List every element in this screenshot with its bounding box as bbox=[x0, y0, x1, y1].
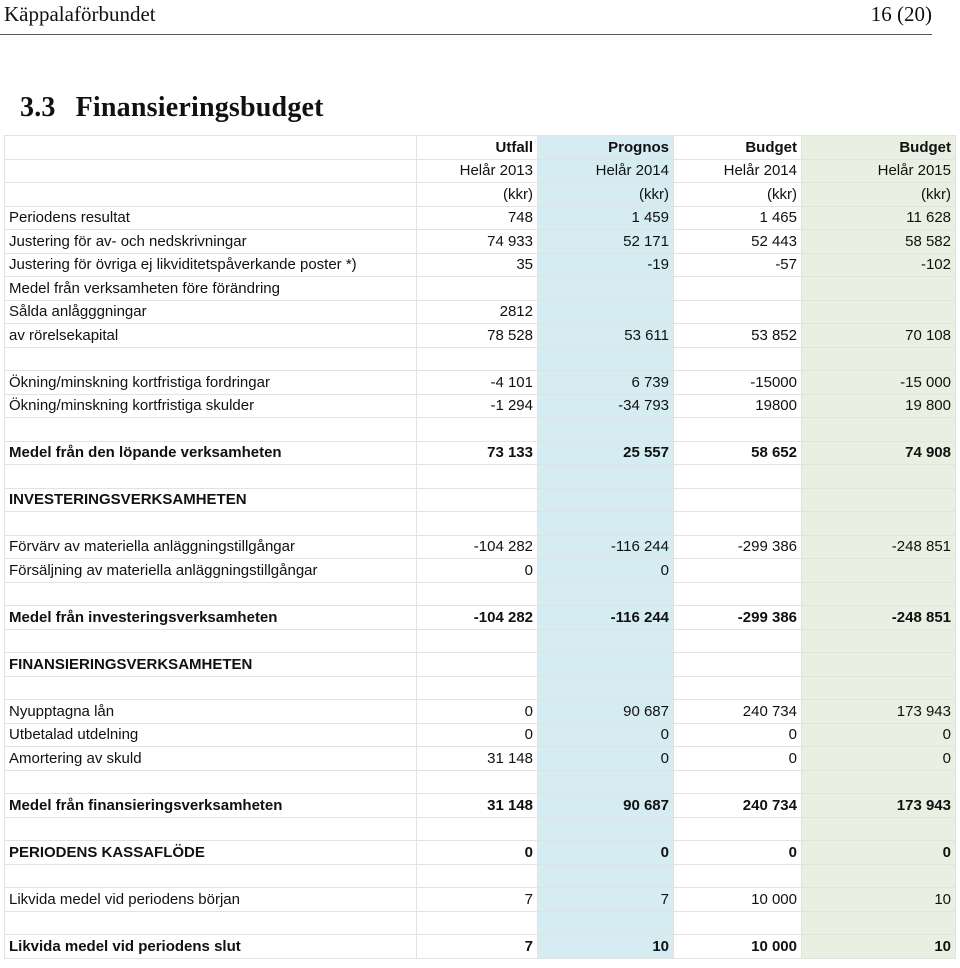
value-cell: 0 bbox=[538, 723, 674, 747]
table-row bbox=[5, 277, 956, 301]
row-label bbox=[5, 629, 417, 653]
row-label: Periodens resultat bbox=[5, 206, 417, 230]
value-cell bbox=[417, 347, 538, 371]
value-cell: 11 628 bbox=[802, 206, 956, 230]
value-cell bbox=[417, 911, 538, 935]
section-title: Finansieringsbudget bbox=[75, 92, 324, 123]
value-cell: -15000 bbox=[674, 371, 802, 395]
row-label: Medel från investeringsverksamheten bbox=[5, 606, 417, 630]
value-cell bbox=[674, 629, 802, 653]
header-cell bbox=[5, 159, 417, 183]
value-cell bbox=[417, 653, 538, 677]
table-row bbox=[5, 935, 956, 959]
value-cell bbox=[538, 653, 674, 677]
value-cell: -116 244 bbox=[538, 535, 674, 559]
value-cell bbox=[674, 770, 802, 794]
value-cell: -19 bbox=[538, 253, 674, 277]
row-label: Justering för övriga ej likviditetspåverkande poster *) bbox=[5, 253, 417, 277]
table-row bbox=[5, 230, 956, 254]
value-cell: 10 000 bbox=[674, 935, 802, 959]
table-row bbox=[5, 512, 956, 536]
col-header: Helår 2015 bbox=[802, 159, 956, 183]
value-cell bbox=[802, 512, 956, 536]
value-cell bbox=[674, 864, 802, 888]
value-cell bbox=[538, 629, 674, 653]
value-cell: 52 443 bbox=[674, 230, 802, 254]
value-cell bbox=[538, 277, 674, 301]
table-row bbox=[5, 559, 956, 583]
value-cell bbox=[674, 465, 802, 489]
value-cell: 10 bbox=[538, 935, 674, 959]
header-cell bbox=[5, 136, 417, 160]
table-row bbox=[5, 629, 956, 653]
value-cell bbox=[802, 582, 956, 606]
value-cell bbox=[538, 582, 674, 606]
value-cell: 6 739 bbox=[538, 371, 674, 395]
value-cell bbox=[417, 629, 538, 653]
value-cell: 1 459 bbox=[538, 206, 674, 230]
value-cell bbox=[538, 864, 674, 888]
row-label bbox=[5, 582, 417, 606]
table-row bbox=[5, 371, 956, 395]
table-row bbox=[5, 394, 956, 418]
value-cell bbox=[538, 465, 674, 489]
table-row bbox=[5, 888, 956, 912]
value-cell bbox=[802, 300, 956, 324]
value-cell bbox=[674, 488, 802, 512]
value-cell bbox=[674, 911, 802, 935]
value-cell: 31 148 bbox=[417, 747, 538, 771]
row-label bbox=[5, 770, 417, 794]
value-cell bbox=[674, 277, 802, 301]
value-cell: 7 bbox=[417, 888, 538, 912]
col-header: Prognos bbox=[538, 136, 674, 160]
table-row bbox=[5, 606, 956, 630]
row-label: Ökning/minskning kortfristiga skulder bbox=[5, 394, 417, 418]
value-cell: 0 bbox=[674, 841, 802, 865]
value-cell: 240 734 bbox=[674, 700, 802, 724]
value-cell bbox=[802, 817, 956, 841]
value-cell bbox=[674, 300, 802, 324]
row-label: Medel från den löpande verksamheten bbox=[5, 441, 417, 465]
value-cell: 70 108 bbox=[802, 324, 956, 348]
row-label: Utbetalad utdelning bbox=[5, 723, 417, 747]
table-row bbox=[5, 817, 956, 841]
value-cell: 90 687 bbox=[538, 700, 674, 724]
financing-budget-table bbox=[4, 135, 956, 959]
value-cell bbox=[538, 676, 674, 700]
value-cell bbox=[802, 418, 956, 442]
value-cell: 52 171 bbox=[538, 230, 674, 254]
value-cell: 19 800 bbox=[802, 394, 956, 418]
row-label: Justering för av- och nedskrivningar bbox=[5, 230, 417, 254]
table-row bbox=[5, 770, 956, 794]
section-heading bbox=[20, 92, 324, 124]
value-cell bbox=[417, 817, 538, 841]
col-header: Utfall bbox=[417, 136, 538, 160]
value-cell: 0 bbox=[802, 747, 956, 771]
table-row bbox=[5, 723, 956, 747]
row-label bbox=[5, 418, 417, 442]
value-cell: 0 bbox=[417, 559, 538, 583]
value-cell: -1 294 bbox=[417, 394, 538, 418]
value-cell: 31 148 bbox=[417, 794, 538, 818]
value-cell: 0 bbox=[674, 723, 802, 747]
value-cell: -15 000 bbox=[802, 371, 956, 395]
value-cell: 0 bbox=[674, 747, 802, 771]
col-header: Helår 2014 bbox=[674, 159, 802, 183]
row-label bbox=[5, 911, 417, 935]
value-cell bbox=[674, 676, 802, 700]
value-cell: 2812 bbox=[417, 300, 538, 324]
table-row bbox=[5, 441, 956, 465]
value-cell: 0 bbox=[538, 559, 674, 583]
value-cell: 0 bbox=[417, 723, 538, 747]
table-row bbox=[5, 794, 956, 818]
page-header bbox=[0, 0, 932, 35]
header-row-type bbox=[5, 136, 956, 160]
table-row bbox=[5, 324, 956, 348]
value-cell bbox=[674, 582, 802, 606]
row-label: Ökning/minskning kortfristiga fordringar bbox=[5, 371, 417, 395]
row-label: Försäljning av materiella anläggningstillgångar bbox=[5, 559, 417, 583]
header-row-period bbox=[5, 159, 956, 183]
value-cell bbox=[417, 512, 538, 536]
col-header: Budget bbox=[674, 136, 802, 160]
row-label: Förvärv av materiella anläggningstillgångar bbox=[5, 535, 417, 559]
value-cell bbox=[674, 817, 802, 841]
value-cell: -248 851 bbox=[802, 606, 956, 630]
value-cell bbox=[538, 817, 674, 841]
value-cell bbox=[538, 488, 674, 512]
value-cell: 90 687 bbox=[538, 794, 674, 818]
row-label: Likvida medel vid periodens slut bbox=[5, 935, 417, 959]
value-cell: 10 bbox=[802, 935, 956, 959]
value-cell bbox=[417, 277, 538, 301]
value-cell bbox=[417, 465, 538, 489]
value-cell bbox=[802, 465, 956, 489]
section-number: 3.3 bbox=[20, 92, 56, 123]
value-cell: 74 908 bbox=[802, 441, 956, 465]
value-cell: 0 bbox=[802, 841, 956, 865]
value-cell bbox=[538, 300, 674, 324]
row-label: Nyupptagna lån bbox=[5, 700, 417, 724]
value-cell: 25 557 bbox=[538, 441, 674, 465]
value-cell: 173 943 bbox=[802, 700, 956, 724]
table-row bbox=[5, 582, 956, 606]
page-number: 16 (20) bbox=[870, 2, 932, 26]
value-cell bbox=[802, 911, 956, 935]
value-cell: 58 652 bbox=[674, 441, 802, 465]
value-cell bbox=[802, 347, 956, 371]
value-cell bbox=[802, 864, 956, 888]
value-cell bbox=[538, 770, 674, 794]
row-label bbox=[5, 676, 417, 700]
col-header: Budget bbox=[802, 136, 956, 160]
value-cell: 748 bbox=[417, 206, 538, 230]
table-row bbox=[5, 911, 956, 935]
value-cell: -57 bbox=[674, 253, 802, 277]
row-label: INVESTERINGSVERKSAMHETEN bbox=[5, 488, 417, 512]
value-cell: 78 528 bbox=[417, 324, 538, 348]
value-cell bbox=[802, 488, 956, 512]
value-cell: 7 bbox=[538, 888, 674, 912]
value-cell: 0 bbox=[538, 841, 674, 865]
value-cell bbox=[674, 347, 802, 371]
table-row bbox=[5, 347, 956, 371]
value-cell: 1 465 bbox=[674, 206, 802, 230]
row-label: av rörelsekapital bbox=[5, 324, 417, 348]
value-cell bbox=[417, 418, 538, 442]
header-cell bbox=[5, 183, 417, 207]
table-row bbox=[5, 535, 956, 559]
value-cell bbox=[802, 653, 956, 677]
value-cell bbox=[802, 676, 956, 700]
table-row bbox=[5, 676, 956, 700]
value-cell: -102 bbox=[802, 253, 956, 277]
row-label: Sålda anlågggningar bbox=[5, 300, 417, 324]
value-cell: 0 bbox=[538, 747, 674, 771]
table-row bbox=[5, 841, 956, 865]
value-cell: 0 bbox=[802, 723, 956, 747]
value-cell: 0 bbox=[417, 700, 538, 724]
value-cell bbox=[802, 559, 956, 583]
value-cell: -104 282 bbox=[417, 606, 538, 630]
value-cell: 240 734 bbox=[674, 794, 802, 818]
row-label bbox=[5, 347, 417, 371]
col-header: Helår 2014 bbox=[538, 159, 674, 183]
col-header: (kkr) bbox=[802, 183, 956, 207]
value-cell: 73 133 bbox=[417, 441, 538, 465]
row-label bbox=[5, 817, 417, 841]
table-row bbox=[5, 418, 956, 442]
table-row bbox=[5, 747, 956, 771]
value-cell: 10 bbox=[802, 888, 956, 912]
value-cell: 19800 bbox=[674, 394, 802, 418]
value-cell: 10 000 bbox=[674, 888, 802, 912]
value-cell: 53 852 bbox=[674, 324, 802, 348]
value-cell: -116 244 bbox=[538, 606, 674, 630]
col-header: (kkr) bbox=[538, 183, 674, 207]
value-cell bbox=[417, 582, 538, 606]
value-cell bbox=[538, 911, 674, 935]
value-cell bbox=[417, 770, 538, 794]
row-label: FINANSIERINGSVERKSAMHETEN bbox=[5, 653, 417, 677]
row-label: Amortering av skuld bbox=[5, 747, 417, 771]
table-row bbox=[5, 488, 956, 512]
value-cell bbox=[802, 770, 956, 794]
org-name: Käppalaförbundet bbox=[4, 2, 156, 26]
value-cell: -299 386 bbox=[674, 606, 802, 630]
row-label bbox=[5, 512, 417, 536]
table-row bbox=[5, 864, 956, 888]
value-cell: 74 933 bbox=[417, 230, 538, 254]
value-cell: 53 611 bbox=[538, 324, 674, 348]
value-cell bbox=[674, 653, 802, 677]
row-label: Likvida medel vid periodens början bbox=[5, 888, 417, 912]
value-cell: 58 582 bbox=[802, 230, 956, 254]
value-cell: 173 943 bbox=[802, 794, 956, 818]
table-row bbox=[5, 206, 956, 230]
table-row bbox=[5, 653, 956, 677]
value-cell bbox=[802, 277, 956, 301]
value-cell bbox=[802, 629, 956, 653]
table-body bbox=[5, 136, 956, 959]
row-label bbox=[5, 465, 417, 489]
table-row bbox=[5, 700, 956, 724]
value-cell: 7 bbox=[417, 935, 538, 959]
value-cell bbox=[674, 559, 802, 583]
table-row bbox=[5, 300, 956, 324]
table-row bbox=[5, 465, 956, 489]
value-cell bbox=[417, 676, 538, 700]
value-cell: -299 386 bbox=[674, 535, 802, 559]
value-cell: -104 282 bbox=[417, 535, 538, 559]
value-cell bbox=[538, 418, 674, 442]
row-label: Medel från verksamheten före förändring bbox=[5, 277, 417, 301]
value-cell: 35 bbox=[417, 253, 538, 277]
value-cell bbox=[674, 512, 802, 536]
value-cell: -4 101 bbox=[417, 371, 538, 395]
value-cell bbox=[417, 488, 538, 512]
row-label: PERIODENS KASSAFLÖDE bbox=[5, 841, 417, 865]
value-cell: -34 793 bbox=[538, 394, 674, 418]
table-row bbox=[5, 253, 956, 277]
header-row-unit bbox=[5, 183, 956, 207]
value-cell bbox=[538, 347, 674, 371]
value-cell bbox=[417, 864, 538, 888]
value-cell: -248 851 bbox=[802, 535, 956, 559]
col-header: (kkr) bbox=[674, 183, 802, 207]
value-cell: 0 bbox=[417, 841, 538, 865]
value-cell bbox=[538, 512, 674, 536]
value-cell bbox=[674, 418, 802, 442]
row-label bbox=[5, 864, 417, 888]
col-header: Helår 2013 bbox=[417, 159, 538, 183]
col-header: (kkr) bbox=[417, 183, 538, 207]
row-label: Medel från finansieringsverksamheten bbox=[5, 794, 417, 818]
